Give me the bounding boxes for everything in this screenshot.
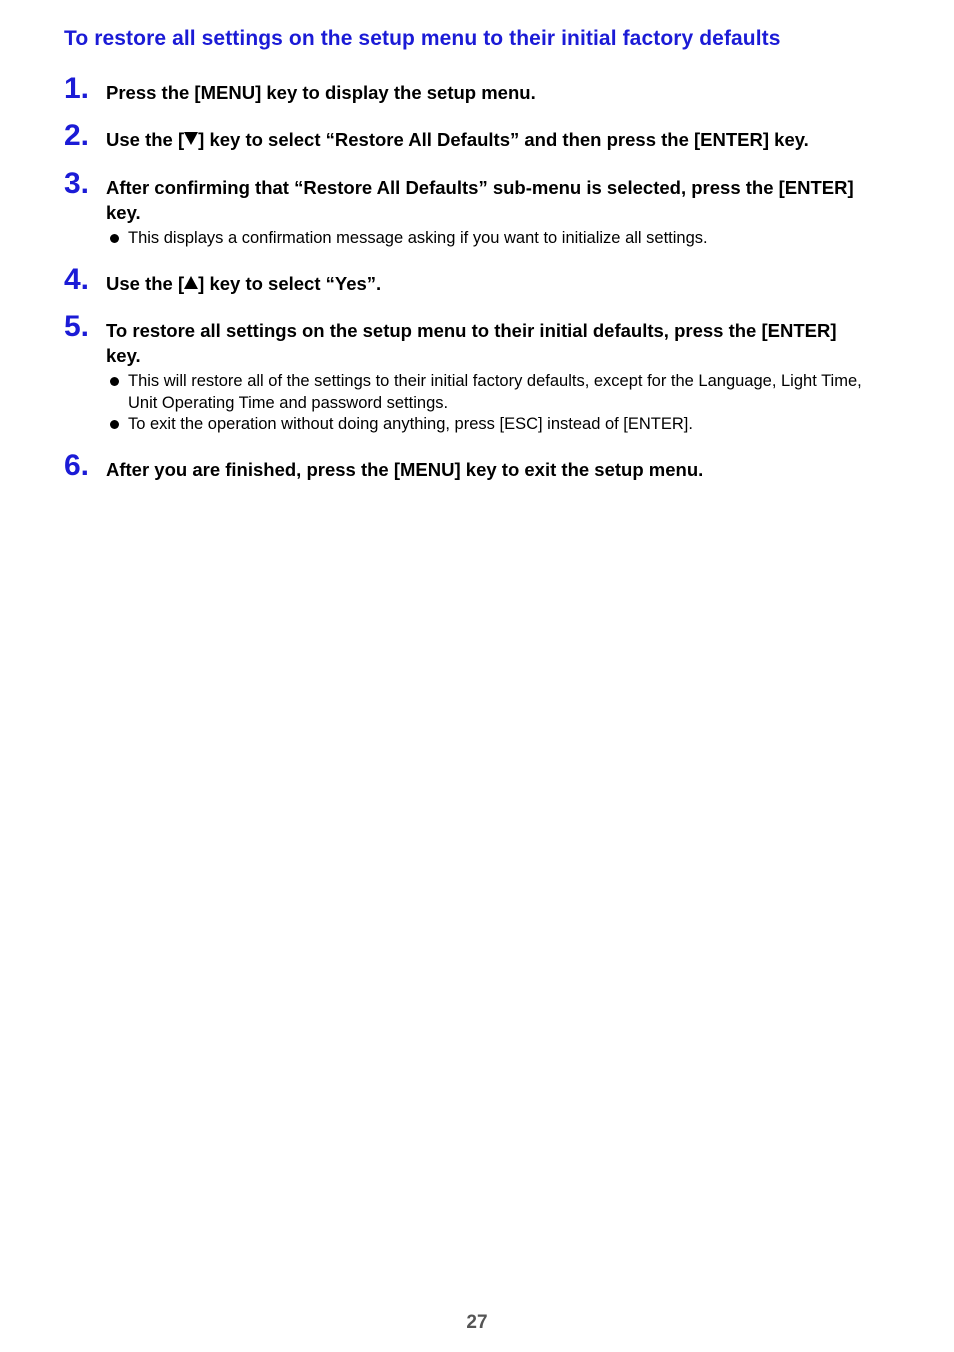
step-notes (106, 371, 866, 436)
note-item (106, 414, 866, 436)
section-heading: To restore all settings on the setup menu to their initial factory defaults (64, 27, 781, 50)
step-text: To restore all settings on the setup menu to their initial defaults, press the [ENTER] key. (106, 320, 837, 366)
bullet-icon (110, 420, 119, 429)
step-text: After you are finished, press the [MENU] key to exit the setup menu. (106, 459, 704, 480)
step-text: After confirming that “Restore All Defaults” sub-menu is selected, press the [ENTER] key. (106, 177, 854, 223)
step-5 (64, 310, 904, 436)
step-4 (64, 263, 904, 296)
step-1 (64, 72, 904, 105)
page-number: 27 (466, 1312, 488, 1333)
step-text-after: ] key to select “Restore All Defaults” and then press the [ENTER] key. (198, 129, 809, 150)
note-item (106, 371, 866, 414)
note-text: This will restore all of the settings to their initial factory defaults, except for the Language, Light Time, Unit Operating Time and password settings. (128, 372, 862, 412)
note-item (106, 228, 904, 250)
bullet-icon (110, 377, 119, 386)
step-6 (64, 449, 904, 482)
step-3 (64, 167, 904, 250)
step-number: 1. (64, 72, 90, 105)
step-number: 5. (64, 310, 90, 343)
down-triangle-icon (184, 132, 198, 145)
step-number: 3. (64, 167, 90, 200)
step-text-after: ] key to select “Yes”. (198, 273, 382, 294)
step-text-before: Use the [ (106, 129, 185, 150)
note-text: To exit the operation without doing anything, press [ESC] instead of [ENTER]. (128, 415, 693, 433)
step-2 (64, 119, 904, 152)
step-text (106, 127, 904, 152)
step-number: 6. (64, 449, 90, 482)
up-triangle-icon (184, 276, 198, 289)
step-number: 2. (64, 119, 90, 152)
bullet-icon (110, 234, 119, 243)
step-notes (106, 228, 904, 250)
step-text-before: Use the [ (106, 273, 185, 294)
step-text (106, 271, 904, 296)
step-text: Press the [MENU] key to display the setup menu. (106, 82, 536, 103)
step-number: 4. (64, 263, 90, 296)
note-text: This displays a confirmation message asking if you want to initialize all settings. (128, 229, 708, 247)
